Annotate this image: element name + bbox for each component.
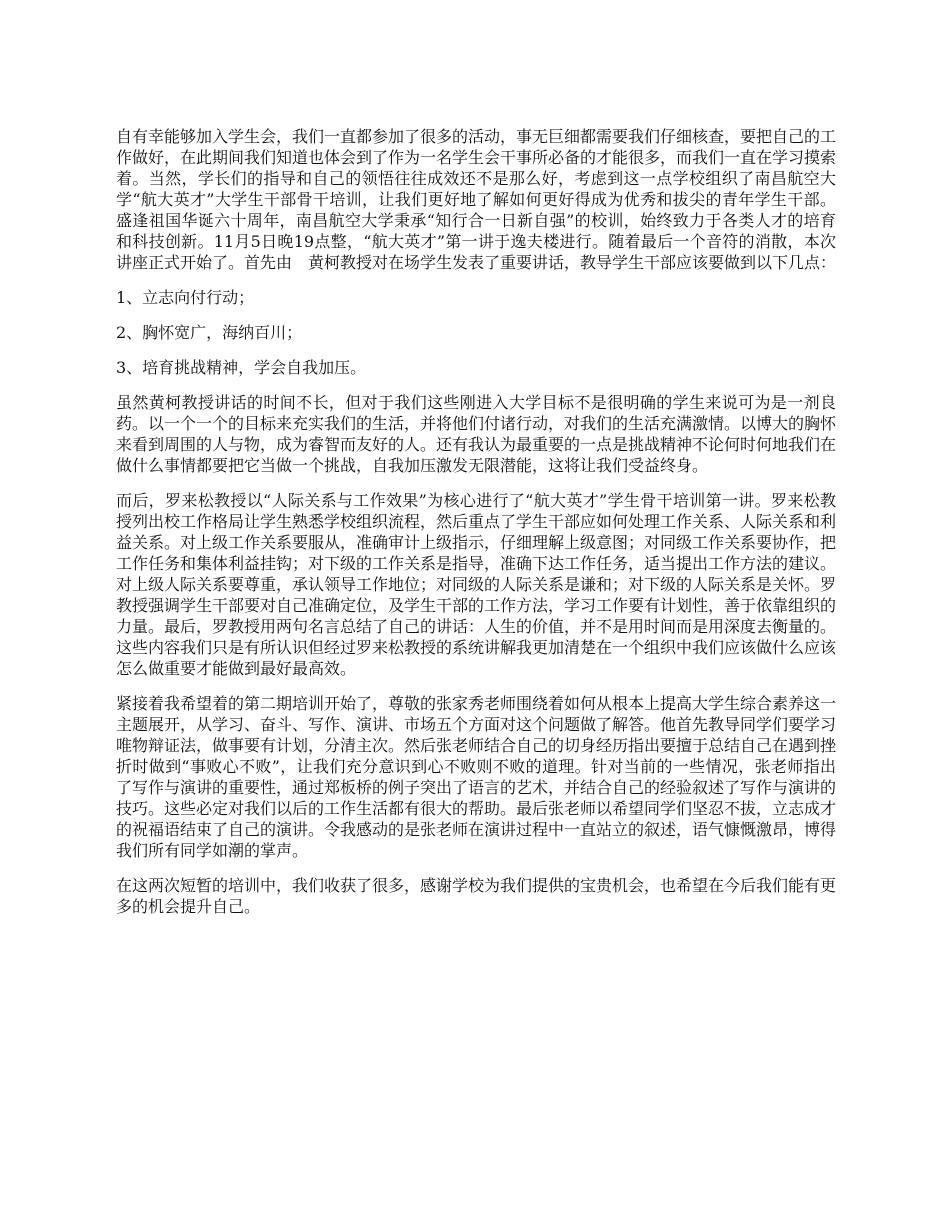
list-item-1: 1、立志向付行动； xyxy=(116,288,255,307)
second-lecture-paragraph: 而后，罗来松教授以“人际关系与工作效果”为核心进行了“航大英才”学生骨干培训第一讲。罗来松教授列出校工作格局让学生熟悉学校组织流程，然后重点了学生干部应如何处理工作关系、人际关系和利益关系。对上级工作关系要服从，准确审计上级指示，仔细理解上级意图；对同级工作关系要协作，把工作任务和集体利益挂钩；对下级的工作关系是指导，准确下达工作任务，适当提出工作方法的建议。对上级人际关系要尊重，承认领导工作地位；对同级的人际关系是谦和；对下级的人际关系是关怀。罗教授强调学生干部要对自己准确定位，及学生干部的工作方法，学习工作要有计划性，善于依靠组织的力量。最后，罗教授用两句名言总结了自己的讲话：人生的价值，并不是用时间而是用深度去衡量的。这些内容我们只是有所认识但经过罗来松教授的系统讲解我更加清楚在一个组织中我们应该做什么应该怎么做重要才能做到最好最高效。 xyxy=(116,491,837,678)
third-lecture-paragraph: 紧接着我希望着的第二期培训开始了，尊敬的张家秀老师围绕着如何从根本上提高大学生综合素养这一主题展开，从学习、奋斗、写作、演讲、市场五个方面对这个问题做了解答。他首先教导同学们要学习唯物辩证法，做事要有计划，分清主次。然后张老师结合自己的切身经历指出要擅于总结自己在遇到挫折时做到“事败心不败”，让我们充分意识到心不败则不败的道理。针对当前的一些情况，张老师指出了写作与演讲的重要性，通过郑板桥的例子突出了语言的艺术，并结合自己的经验叙述了写作与演讲的技巧。这些必定对我们以后的工作生活都有很大的帮助。最后张老师以希望同学们坚忍不拔，立志成才的祝福语结束了自己的演讲。令我感动的是张老师在演讲过程中一直站立的叙述，语气慷慨激昂，博得我们所有同学如潮的掌声。 xyxy=(116,694,837,860)
list-item-3: 3、培育挑战精神，学会自我加压。 xyxy=(116,358,367,377)
conclusion-paragraph: 在这两次短暂的培训中，我们收获了很多，感谢学校为我们提供的宝贵机会，也希望在今后我们能有更多的机会提升自己。 xyxy=(116,876,837,916)
list-item-2: 2、胸怀宽广，海纳百川； xyxy=(116,323,303,342)
intro-paragraph: 自有幸能够加入学生会，我们一直都参加了很多的活动，事无巨细都需要我们仔细核查，要把自己的工作做好，在此期间我们知道也体会到了作为一名学生会干事所必备的才能很多，而我们一直在学习摸索着。当然，学长们的指导和自己的领悟往往成效还不是那么好，考虑到这一点学校组织了南昌航空大学“航大英才”大学生干部骨干培训，让我们更好地了解如何更好得成为优秀和拔尖的青年学生干部。盛逢祖国华诞六十周年，南昌航空大学秉承“知行合一日新自强”的校训，始终致力于各类人才的培育和科技创新。11月5日晚19点整，“航大英才”第一讲于逸夫楼进行。随着最后一个音符的消散，本次讲座正式开始了。首先由 黄柯教授对在场学生发表了重要讲话，教导学生干部应该要做到以下几点： xyxy=(116,127,837,272)
document-body xyxy=(116,126,836,931)
reflection-paragraph: 虽然黄柯教授讲话的时间不长，但对于我们这些刚进入大学目标不是很明确的学生来说可为是一剂良药。以一个一个的目标来充实我们的生活，并将他们付诸行动，对我们的生活充满激情。以博大的胸怀来看到周围的人与物，成为睿智而友好的人。还有我认为最重要的一点是挑战精神不论何时何地我们在做什么事情都要把它当做一个挑战，自我加压激发无限潜能，这将让我们受益终身。 xyxy=(116,393,837,475)
